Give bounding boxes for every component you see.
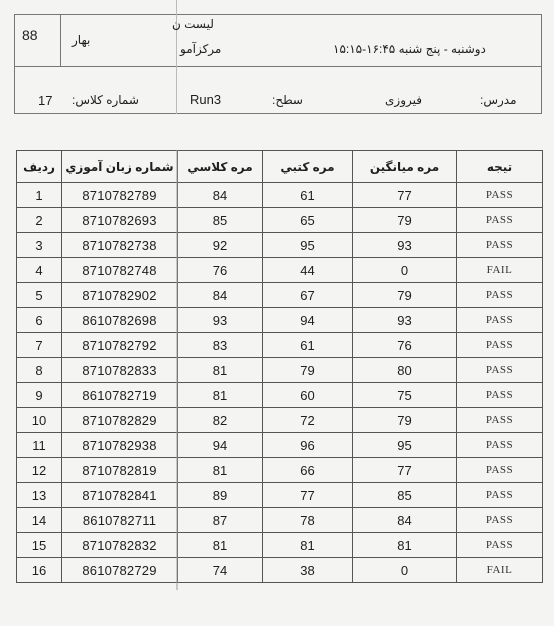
class-score-cell: 89 [178,483,263,508]
table-header-row [17,151,543,183]
col-header-class-score: مره کلاسي [178,151,263,183]
result-cell: FAIL [457,258,543,283]
student-id-cell: 8610782698 [62,308,178,333]
average-score-cell: 84 [353,508,457,533]
written-score-cell: 60 [263,383,353,408]
class-count-label: شماره کلاس: [72,93,139,107]
schedule-date-time: دوشنبه - پنج شنبه ۱۶:۴۵-۱۵:۱۵ [333,42,486,56]
student-id-cell: 8610782711 [62,508,178,533]
written-score-cell: 67 [263,283,353,308]
row-number-cell: 5 [17,283,62,308]
class-score-cell: 84 [178,283,263,308]
average-score-cell: 76 [353,333,457,358]
table-row [17,483,543,508]
row-number-cell: 4 [17,258,62,283]
class-score-cell: 87 [178,508,263,533]
row-number-cell: 14 [17,508,62,533]
table-row [17,358,543,383]
row-number-cell: 10 [17,408,62,433]
average-score-cell: 79 [353,208,457,233]
table-row [17,433,543,458]
student-id-cell: 8710782693 [62,208,178,233]
average-score-cell: 77 [353,458,457,483]
result-cell: PASS [457,408,543,433]
result-cell: FAIL [457,558,543,583]
row-number-cell: 1 [17,183,62,208]
class-count-value: 17 [38,93,53,108]
table-row [17,333,543,358]
student-id-cell: 8710782738 [62,233,178,258]
written-score-cell: 61 [263,333,353,358]
student-id-cell: 8710782789 [62,183,178,208]
class-score-cell: 81 [178,533,263,558]
class-score-cell: 74 [178,558,263,583]
col-header-result: تيجه [457,151,543,183]
teacher-label: مدرس: [480,93,517,107]
col-header-average: مره ميانگين [353,151,457,183]
class-score-cell: 94 [178,433,263,458]
class-score-cell: 76 [178,258,263,283]
col-header-student-id: شماره زبان آموزي [62,151,178,183]
row-number-cell: 2 [17,208,62,233]
written-score-cell: 65 [263,208,353,233]
result-cell: PASS [457,208,543,233]
col-header-row-number: ردیف [17,151,62,183]
written-score-cell: 95 [263,233,353,258]
grades-table [16,150,543,583]
class-score-cell: 84 [178,183,263,208]
header-divider-vertical [60,14,61,66]
written-score-cell: 94 [263,308,353,333]
student-id-cell: 8710782841 [62,483,178,508]
student-id-cell: 8710782792 [62,333,178,358]
written-score-cell: 96 [263,433,353,458]
average-score-cell: 75 [353,383,457,408]
average-score-cell: 77 [353,183,457,208]
row-number-cell: 6 [17,308,62,333]
center-label: مرکزآمو [180,42,222,56]
table-row [17,458,543,483]
class-score-cell: 92 [178,233,263,258]
written-score-cell: 61 [263,183,353,208]
table-row [17,183,543,208]
result-cell: PASS [457,508,543,533]
row-number-cell: 12 [17,458,62,483]
result-cell: PASS [457,233,543,258]
level-value: Run3 [190,92,222,107]
student-id-cell: 8710782819 [62,458,178,483]
list-title: لیست ن [172,17,214,31]
row-number-cell: 11 [17,433,62,458]
written-score-cell: 66 [263,458,353,483]
class-score-cell: 81 [178,358,263,383]
row-number-cell: 9 [17,383,62,408]
student-id-cell: 8610782729 [62,558,178,583]
average-score-cell: 80 [353,358,457,383]
class-score-cell: 82 [178,408,263,433]
result-cell: PASS [457,383,543,408]
student-id-cell: 8710782748 [62,258,178,283]
written-score-cell: 77 [263,483,353,508]
written-score-cell: 38 [263,558,353,583]
row-number-cell: 7 [17,333,62,358]
student-id-cell: 8610782719 [62,383,178,408]
row-number-cell: 15 [17,533,62,558]
row-number-cell: 3 [17,233,62,258]
row-number-cell: 8 [17,358,62,383]
written-score-cell: 78 [263,508,353,533]
col-header-written-score: مره کتبي [263,151,353,183]
average-score-cell: 93 [353,308,457,333]
paper-fold-shadow [176,150,178,590]
class-score-cell: 81 [178,458,263,483]
student-id-cell: 8710782832 [62,533,178,558]
average-score-cell: 95 [353,433,457,458]
class-score-cell: 85 [178,208,263,233]
student-id-cell: 8710782902 [62,283,178,308]
written-score-cell: 44 [263,258,353,283]
result-cell: PASS [457,358,543,383]
table-row [17,233,543,258]
table-row [17,533,543,558]
result-cell: PASS [457,433,543,458]
average-score-cell: 79 [353,283,457,308]
table-row [17,408,543,433]
table-row [17,208,543,233]
teacher-value: فیروزی [385,93,422,107]
average-score-cell: 79 [353,408,457,433]
class-score-cell: 83 [178,333,263,358]
result-cell: PASS [457,183,543,208]
average-score-cell: 0 [353,558,457,583]
result-cell: PASS [457,458,543,483]
written-score-cell: 72 [263,408,353,433]
result-cell: PASS [457,283,543,308]
student-id-cell: 8710782829 [62,408,178,433]
student-id-cell: 8710782833 [62,358,178,383]
average-score-cell: 85 [353,483,457,508]
result-cell: PASS [457,533,543,558]
table-row [17,508,543,533]
written-score-cell: 79 [263,358,353,383]
result-cell: PASS [457,483,543,508]
class-score-cell: 93 [178,308,263,333]
average-score-cell: 93 [353,233,457,258]
header-code: 88 [22,27,38,43]
table-row [17,258,543,283]
table-row [17,383,543,408]
row-number-cell: 16 [17,558,62,583]
student-id-cell: 8710782938 [62,433,178,458]
written-score-cell: 81 [263,533,353,558]
header-divider-horizontal [14,66,542,67]
table-row [17,558,543,583]
average-score-cell: 0 [353,258,457,283]
level-label: سطح: [272,93,303,107]
class-score-cell: 81 [178,383,263,408]
table-row [17,283,543,308]
average-score-cell: 81 [353,533,457,558]
row-number-cell: 13 [17,483,62,508]
result-cell: PASS [457,308,543,333]
season-label: بهار [72,33,91,47]
table-row [17,308,543,333]
result-cell: PASS [457,333,543,358]
